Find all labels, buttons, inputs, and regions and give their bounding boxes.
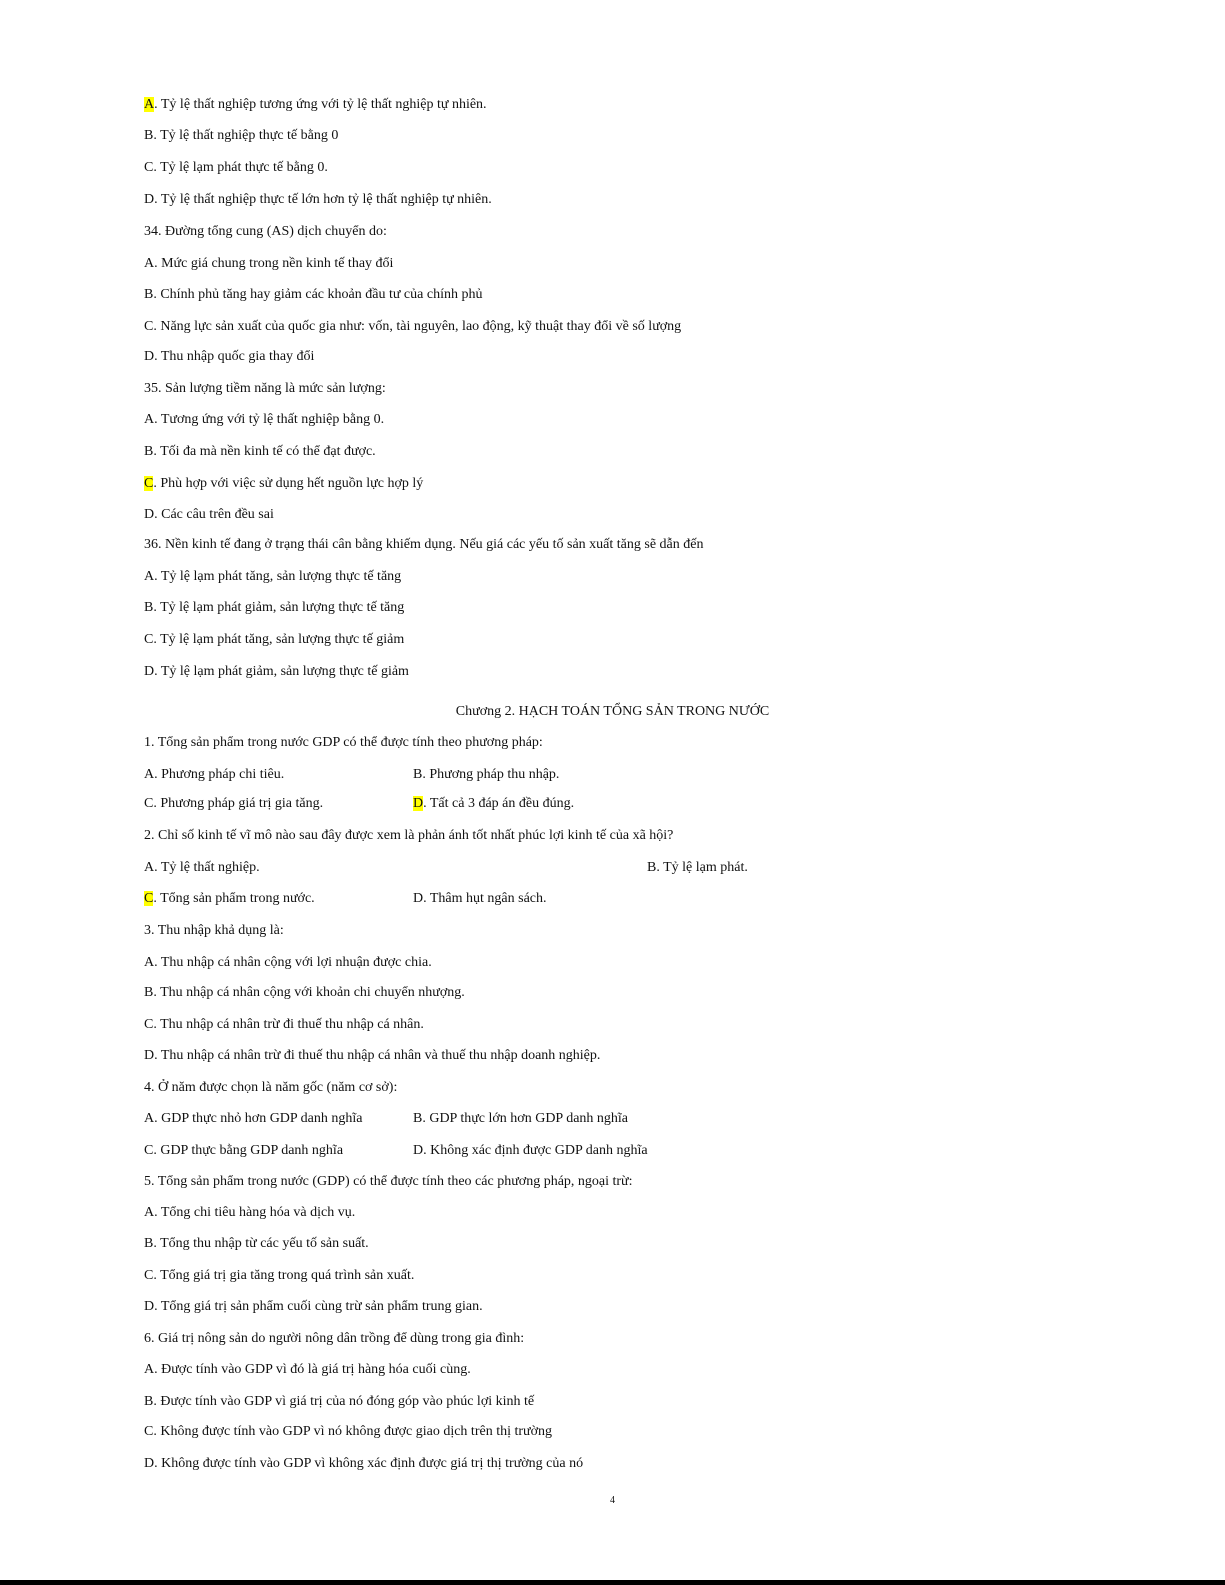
question-2: 2. Chỉ số kinh tế vĩ mô nào sau đây được xem là phản ánh tốt nhất phúc lợi kinh tế của xã hội? <box>144 828 674 843</box>
q1-option-b: B. Phương pháp thu nhập. <box>413 767 560 782</box>
line-b-34: B. Chính phủ tăng hay giảm các khoản đầu tư của chính phủ <box>144 287 483 302</box>
question-35: 35. Sản lượng tiềm năng là mức sản lượng: <box>144 381 386 396</box>
question-4: 4. Ở năm được chọn là năm gốc (năm cơ sở): <box>144 1080 398 1095</box>
q3-option-a: A. Thu nhập cá nhân cộng với lợi nhuận được chia. <box>144 955 432 970</box>
page-bottom-border <box>0 1580 1225 1585</box>
q6-option-a: A. Được tính vào GDP vì đó là giá trị hàng hóa cuối cùng. <box>144 1362 471 1377</box>
line-d-34: D. Thu nhập quốc gia thay đổi <box>144 349 315 364</box>
answer-highlight: C <box>144 476 154 491</box>
line-d-36: D. Tỷ lệ lạm phát giảm, sản lượng thực tế giảm <box>144 664 409 679</box>
q2-option-a: A. Tỷ lệ thất nghiệp. <box>144 860 260 875</box>
line-c-36: C. Tỷ lệ lạm phát tăng, sản lượng thực tế giảm <box>144 632 405 647</box>
line-a-35: A. Tương ứng với tỷ lệ thất nghiệp bằng 0. <box>144 412 385 427</box>
q2-option-d: D. Thâm hụt ngân sách. <box>413 891 547 906</box>
q1-option-d <box>413 795 574 813</box>
q3-option-b: B. Thu nhập cá nhân cộng với khoản chi chuyển nhượng. <box>144 985 465 1000</box>
q1-option-a: A. Phương pháp chi tiêu. <box>144 767 285 782</box>
q3-option-c: C. Thu nhập cá nhân trừ đi thuế thu nhập cá nhân. <box>144 1017 424 1032</box>
question-1: 1. Tổng sản phẩm trong nước GDP có thể được tính theo phương pháp: <box>144 735 543 750</box>
q6-option-d: D. Không được tính vào GDP vì không xác định được giá trị thị trường của nó <box>144 1456 584 1471</box>
q4-option-c: C. GDP thực bằng GDP danh nghĩa <box>144 1143 344 1158</box>
question-3: 3. Thu nhập khả dụng là: <box>144 923 284 938</box>
line-b-35: B. Tối đa mà nền kinh tế có thể đạt được. <box>144 444 376 459</box>
q5-option-c: C. Tổng giá trị gia tăng trong quá trình sản xuất. <box>144 1268 415 1283</box>
line-d-33: D. Tỷ lệ thất nghiệp thực tế lớn hơn tỷ lệ thất nghiệp tự nhiên. <box>144 192 492 207</box>
page-number: 4 <box>610 1495 615 1506</box>
line-b-33: B. Tỷ lệ thất nghiệp thực tế bằng 0 <box>144 128 339 143</box>
line-b-36: B. Tỷ lệ lạm phát giảm, sản lượng thực tế tăng <box>144 600 405 615</box>
question-34: 34. Đường tổng cung (AS) dịch chuyển do: <box>144 224 387 239</box>
q3-option-d: D. Thu nhập cá nhân trừ đi thuế thu nhập cá nhân và thuế thu nhập doanh nghiệp. <box>144 1048 601 1063</box>
question-6: 6. Giá trị nông sản do người nông dân trồng để dùng trong gia đình: <box>144 1331 525 1346</box>
line-a-33 <box>144 96 487 114</box>
line-c-35 <box>144 475 423 493</box>
q4-option-b: B. GDP thực lớn hơn GDP danh nghĩa <box>413 1111 629 1126</box>
line-a-36: A. Tỷ lệ lạm phát tăng, sản lượng thực tế tăng <box>144 569 402 584</box>
q4-option-a: A. GDP thực nhỏ hơn GDP danh nghĩa <box>144 1111 363 1126</box>
q6-option-b: B. Được tính vào GDP vì giá trị của nó đóng góp vào phúc lợi kinh tế <box>144 1394 535 1409</box>
answer-highlight: A <box>144 97 155 112</box>
q5-option-d: D. Tổng giá trị sản phẩm cuối cùng trừ sản phẩm trung gian. <box>144 1299 483 1314</box>
q2-option-c <box>144 890 315 908</box>
question-5: 5. Tổng sản phẩm trong nước (GDP) có thể được tính theo các phương pháp, ngoại trừ: <box>144 1174 633 1189</box>
option-text: . Tổng sản phẩm trong nước. <box>153 891 315 906</box>
line-c-34: C. Năng lực sản xuất của quốc gia như: vốn, tài nguyên, lao động, kỹ thuật thay đổi về số lượng <box>144 319 682 334</box>
q2-option-b: B. Tỷ lệ lạm phát. <box>647 860 748 875</box>
line-d-35: D. Các câu trên đều sai <box>144 507 274 522</box>
answer-highlight: C <box>144 891 154 906</box>
answer-highlight: D <box>413 796 424 811</box>
line-text: . Tỷ lệ thất nghiệp tương ứng với tỷ lệ thất nghiệp tự nhiên. <box>154 97 487 112</box>
option-text: . Tất cả 3 đáp án đều đúng. <box>423 796 575 811</box>
q5-option-a: A. Tổng chi tiêu hàng hóa và dịch vụ. <box>144 1205 356 1220</box>
q6-option-c: C. Không được tính vào GDP vì nó không được giao dịch trên thị trường <box>144 1424 553 1439</box>
line-c-33: C. Tỷ lệ lạm phát thực tế bằng 0. <box>144 160 328 175</box>
line-text: . Phù hợp với việc sử dụng hết nguồn lực hợp lý <box>153 476 424 491</box>
q1-option-c: C. Phương pháp giá trị gia tăng. <box>144 796 324 811</box>
chapter-title: Chương 2. HẠCH TOÁN TỔNG SẢN TRONG NƯỚC <box>455 704 770 719</box>
question-36: 36. Nền kinh tế đang ở trạng thái cân bằng khiếm dụng. Nếu giá các yếu tố sản xuất tăng sẽ dẫn đến <box>144 537 704 552</box>
line-a-34: A. Mức giá chung trong nền kinh tế thay đổi <box>144 256 394 271</box>
q5-option-b: B. Tổng thu nhập từ các yếu tố sản suất. <box>144 1236 369 1251</box>
q4-option-d: D. Không xác định được GDP danh nghĩa <box>413 1143 648 1158</box>
